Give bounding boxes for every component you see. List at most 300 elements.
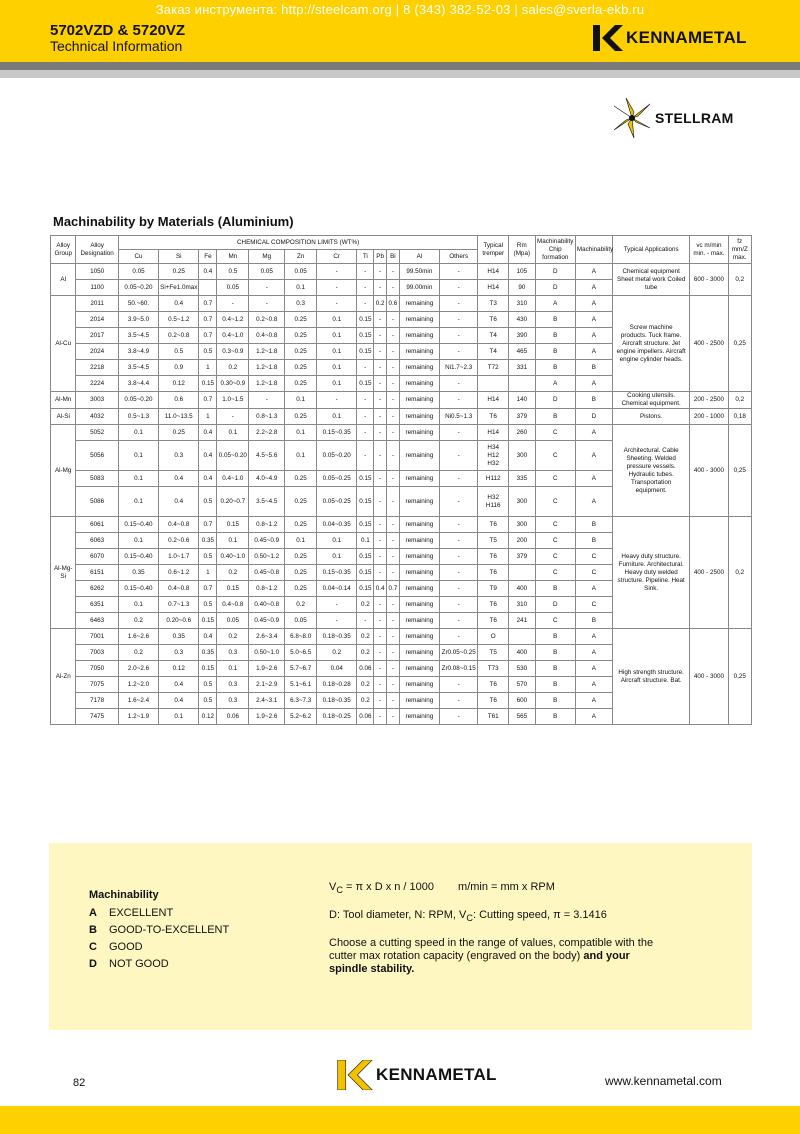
table-cell: 0.15 (357, 376, 374, 392)
table-cell: T3 (478, 296, 509, 312)
th-element: Bi (387, 250, 400, 264)
table-cell: 300 (509, 517, 536, 533)
th-element: Ti (357, 250, 374, 264)
vc-subscript: C (336, 885, 343, 896)
table-cell: 0.2 (317, 645, 357, 661)
table-cell: 0.4~1.0 (217, 471, 249, 487)
table-cell: - (440, 709, 478, 725)
table-cell: 0.05~0.20 (217, 441, 249, 471)
table-cell: 2.0~2.6 (118, 661, 158, 677)
table-cell: - (387, 565, 400, 581)
table-cell: 0.05 (217, 613, 249, 629)
designation-cell: 5056 (76, 441, 118, 471)
fz-cell: 0,25 (728, 425, 752, 517)
table-cell: - (374, 360, 387, 376)
table-cell: 2.2~2.8 (249, 425, 285, 441)
table-cell: - (387, 629, 400, 645)
table-cell: 0.15~0.35 (317, 565, 357, 581)
table-cell: B (575, 392, 612, 409)
alloy-group-cell: Al-Mn (51, 392, 76, 409)
table-cell: 379 (509, 549, 536, 565)
designation-cell: 2011 (76, 296, 118, 312)
table-cell: - (440, 312, 478, 328)
th-rm: Rm (Mpa) (509, 236, 536, 264)
table-cell: 0.3 (285, 296, 317, 312)
table-cell: 0.8~1.3 (249, 409, 285, 425)
table-cell: 1.2~1.8 (249, 360, 285, 376)
desc-subscript: C (466, 913, 473, 924)
table-cell: 0.2 (357, 677, 374, 693)
table-cell: - (317, 264, 357, 280)
table-cell: 0.05~0.20 (118, 280, 158, 296)
page-header (0, 0, 800, 62)
table-cell: remaining (399, 471, 439, 487)
table-cell: 310 (509, 296, 536, 312)
table-cell: D (535, 264, 575, 280)
table-cell: A (575, 328, 612, 344)
table-cell: 50.~60. (118, 296, 158, 312)
table-cell: 0.1 (285, 392, 317, 409)
table-cell: - (374, 264, 387, 280)
cutting-advice (329, 937, 669, 976)
table-cell: 0.4~0.8 (159, 581, 199, 597)
table-cell: remaining (399, 425, 439, 441)
table-cell: B (535, 360, 575, 376)
designation-cell: 7075 (76, 677, 118, 693)
table-cell: B (535, 693, 575, 709)
table-cell: 0.5~1.3 (118, 409, 158, 425)
table-cell: B (535, 661, 575, 677)
designation-cell: 1050 (76, 264, 118, 280)
table-cell: remaining (399, 409, 439, 425)
table-cell: 0.12 (159, 661, 199, 677)
table-cell: 140 (509, 392, 536, 409)
table-cell: 4.5~5.6 (249, 441, 285, 471)
table-cell: remaining (399, 661, 439, 677)
table-cell: - (374, 693, 387, 709)
table-cell: 0.5~1.2 (159, 312, 199, 328)
table-cell: T6 (478, 613, 509, 629)
table-cell: 0.2~0.8 (249, 312, 285, 328)
table-cell: 0.04~0.35 (317, 517, 357, 533)
table-cell: 1.2~1.8 (249, 344, 285, 360)
table-cell: 0.25 (285, 360, 317, 376)
legend-item (89, 907, 229, 919)
th-element: Si (159, 250, 199, 264)
fz-cell: 0,2 (728, 517, 752, 629)
table-cell: B (535, 328, 575, 344)
table-cell: - (374, 312, 387, 328)
table-cell (509, 565, 536, 581)
table-cell: - (440, 344, 478, 360)
table-cell: 4.0~4.9 (249, 471, 285, 487)
table-cell: - (387, 677, 400, 693)
table-cell: B (535, 344, 575, 360)
designation-cell: 7050 (76, 661, 118, 677)
table-cell: - (374, 441, 387, 471)
table-cell: 0.6~1.2 (159, 565, 199, 581)
table-cell: 90 (509, 280, 536, 296)
table-cell: remaining (399, 677, 439, 693)
table-cell: 310 (509, 597, 536, 613)
table-cell: 0.30~0.9 (217, 376, 249, 392)
table-cell: 0.1 (118, 441, 158, 471)
table-cell: 0.6 (159, 392, 199, 409)
table-cell: - (374, 549, 387, 565)
table-cell: - (374, 471, 387, 487)
table-cell: - (357, 280, 374, 296)
table-cell: - (387, 425, 400, 441)
table-cell: 0.04 (317, 661, 357, 677)
table-cell: 400 (509, 581, 536, 597)
table-cell: B (535, 677, 575, 693)
table-cell: 0.1 (317, 533, 357, 549)
legend-title: Machinability (89, 889, 159, 901)
table-cell: B (535, 629, 575, 645)
table-cell: 0.40~0.8 (249, 597, 285, 613)
table-cell: 0.2 (285, 597, 317, 613)
table-cell: - (440, 471, 478, 487)
table-cell: - (217, 296, 249, 312)
alloy-group-cell: Al-Cu (51, 296, 76, 392)
applications-cell: Architectural. Cable Sheeting. Welded pressure vessels. Hydraulic tubes. Transportation equipment. (612, 425, 689, 517)
table-cell: - (374, 629, 387, 645)
legend-letter: A (89, 907, 97, 919)
table-cell: 0.6 (387, 296, 400, 312)
table-row (51, 296, 752, 312)
fz-cell: 0,2 (728, 264, 752, 296)
table-cell: H14 (478, 425, 509, 441)
table-cell: - (249, 392, 285, 409)
table-cell: 0.3~0.9 (217, 344, 249, 360)
designation-cell: 2224 (76, 376, 118, 392)
table-cell: 0.1 (317, 549, 357, 565)
table-cell: Ni1.7~2.3 (440, 360, 478, 376)
th-machinability-chip: Machinability Chip formation (535, 236, 575, 264)
table-row (51, 629, 752, 645)
table-cell: T6 (478, 517, 509, 533)
table-cell: Ni0.5~1.3 (440, 409, 478, 425)
table-cell: 0.1 (159, 709, 199, 725)
table-cell: remaining (399, 645, 439, 661)
desc-part-b: : Cutting speed, π = 3.1416 (472, 909, 607, 922)
table-cell: 0.4 (159, 487, 199, 517)
table-cell: - (374, 661, 387, 677)
table-cell: - (357, 296, 374, 312)
table-cell: T6 (478, 597, 509, 613)
applications-cell: Chemical equipment Sheet metal work Coiled tube (612, 264, 689, 296)
legend-item (89, 958, 229, 970)
vc-units: m/min = mm x RPM (458, 881, 555, 893)
table-cell: remaining (399, 312, 439, 328)
table-cell: - (387, 344, 400, 360)
doc-subtitle: Technical Information (50, 38, 183, 54)
table-cell: A (535, 296, 575, 312)
table-cell: remaining (399, 629, 439, 645)
table-cell: - (387, 661, 400, 677)
table-cell: C (535, 425, 575, 441)
th-typical-apps: Typical Applications (612, 236, 689, 264)
table-cell: T6 (478, 565, 509, 581)
legend-letter: C (89, 941, 97, 953)
table-cell: 0.4~0.8 (217, 597, 249, 613)
table-cell: B (535, 409, 575, 425)
designation-cell: 2014 (76, 312, 118, 328)
cutting-speed-info (329, 881, 669, 976)
table-cell: 0.40~1.0 (217, 549, 249, 565)
table-cell: H14 (478, 280, 509, 296)
table-cell: 3.8~4.9 (118, 344, 158, 360)
table-cell: 0.7 (199, 328, 217, 344)
table-cell: 0.15~0.40 (118, 549, 158, 565)
table-cell: 1.6~2.4 (118, 693, 158, 709)
table-cell: 1.9~2.6 (249, 709, 285, 725)
kennametal-logo (593, 24, 747, 52)
table-cell: - (387, 487, 400, 517)
table-cell: 0.05 (285, 613, 317, 629)
th-element: Al (399, 250, 439, 264)
th-machinability: Machinability (575, 236, 612, 264)
table-cell: 0.45~0.8 (249, 565, 285, 581)
table-cell: 0.15 (199, 661, 217, 677)
table-cell: 5.2~6.2 (285, 709, 317, 725)
table-cell: 11.0~13.5 (159, 409, 199, 425)
table-cell: 0.15 (357, 471, 374, 487)
legend-letter: D (89, 958, 97, 970)
designation-cell: 6463 (76, 613, 118, 629)
info-box (49, 843, 752, 1030)
table-cell: - (357, 264, 374, 280)
table-cell: 0.05 (249, 264, 285, 280)
table-cell: 530 (509, 661, 536, 677)
table-cell: C (575, 597, 612, 613)
table-cell: T5 (478, 645, 509, 661)
table-cell: 0.4~0.8 (249, 328, 285, 344)
designation-cell: 1100 (76, 280, 118, 296)
table-cell: 1.0~1.7 (159, 549, 199, 565)
designation-cell: 5083 (76, 471, 118, 487)
table-cell: 0.5 (199, 597, 217, 613)
table-cell: 0.15 (199, 613, 217, 629)
th-typical-temper: Typical tremper (478, 236, 509, 264)
table-cell: - (387, 409, 400, 425)
table-cell: 1 (199, 565, 217, 581)
table-cell: B (575, 533, 612, 549)
table-cell: remaining (399, 376, 439, 392)
th-element: Others (440, 250, 478, 264)
fz-cell: 0,25 (728, 296, 752, 392)
kennametal-wordmark: KENNAMETAL (376, 1065, 497, 1084)
table-cell: - (440, 328, 478, 344)
table-cell: - (387, 312, 400, 328)
table-cell: 0.4 (374, 581, 387, 597)
table-cell: - (440, 533, 478, 549)
table-cell: 0.1 (285, 441, 317, 471)
table-cell: remaining (399, 360, 439, 376)
table-cell: 0.4 (159, 677, 199, 693)
table-cell: - (357, 392, 374, 409)
table-cell: 0.9 (159, 360, 199, 376)
table-cell: A (575, 629, 612, 645)
table-cell: - (387, 645, 400, 661)
table-cell: 400 (509, 645, 536, 661)
table-cell: - (440, 677, 478, 693)
table-cell: 0.06 (217, 709, 249, 725)
table-cell: 600 (509, 693, 536, 709)
table-cell: remaining (399, 441, 439, 471)
designation-cell: 6351 (76, 597, 118, 613)
table-cell: 0.06 (357, 709, 374, 725)
table-cell: 0.15 (217, 581, 249, 597)
table-cell: A (575, 344, 612, 360)
table-cell: H32 H116 (478, 487, 509, 517)
table-cell: 0.35 (199, 533, 217, 549)
table-cell: 0.2 (357, 645, 374, 661)
designation-cell: 7001 (76, 629, 118, 645)
table-row (51, 425, 752, 441)
header-stripe-dark (0, 62, 800, 70)
table-cell: 0.05 (285, 264, 317, 280)
table-cell: 0.12 (199, 709, 217, 725)
th-element: Cu (118, 250, 158, 264)
table-cell: - (374, 645, 387, 661)
table-cell: H14 (478, 264, 509, 280)
table-cell: C (535, 613, 575, 629)
table-cell: 0.3 (217, 677, 249, 693)
table-cell: 0.5 (199, 677, 217, 693)
table-cell: 0.50~1.2 (249, 549, 285, 565)
table-cell: D (535, 392, 575, 409)
table-cell: - (387, 280, 400, 296)
table-cell: - (440, 264, 478, 280)
table-cell: Zr0.08~0.15 (440, 661, 478, 677)
footer-kennametal-logo (337, 1060, 497, 1090)
alloy-group-cell: Al-Mg (51, 425, 76, 517)
table-cell: 2.6~3.4 (249, 629, 285, 645)
table-cell: 0.15 (357, 328, 374, 344)
machinability-table (50, 235, 752, 725)
table-cell: 0.1 (118, 425, 158, 441)
footer-bar (0, 1106, 800, 1134)
table-cell: 0.4~0.8 (159, 517, 199, 533)
table-cell: 0.4~1.0 (217, 328, 249, 344)
table-cell: 0.18~0.28 (317, 677, 357, 693)
table-cell: 0.15 (199, 376, 217, 392)
table-cell: 0.25 (159, 425, 199, 441)
designation-cell: 4032 (76, 409, 118, 425)
table-cell: 0.25 (285, 487, 317, 517)
stellram-logo (612, 96, 734, 140)
legend-item (89, 924, 229, 936)
designation-cell: 7178 (76, 693, 118, 709)
designation-cell: 5086 (76, 487, 118, 517)
table-cell: 0.7 (387, 581, 400, 597)
designation-cell: 6063 (76, 533, 118, 549)
table-cell: 3.5~4.5 (118, 360, 158, 376)
table-cell: 0.1 (285, 533, 317, 549)
table-cell: 570 (509, 677, 536, 693)
table-cell: 0.4 (159, 471, 199, 487)
legend-item (89, 941, 229, 953)
table-cell: 0.7 (199, 312, 217, 328)
table-cell: 0.25 (285, 344, 317, 360)
table-cell: 0.4 (199, 471, 217, 487)
table-cell: 0.15 (217, 517, 249, 533)
table-cell: 0.25 (285, 581, 317, 597)
table-cell: T72 (478, 360, 509, 376)
table-cell: - (374, 613, 387, 629)
table-cell: remaining (399, 597, 439, 613)
table-cell: 0.15 (357, 517, 374, 533)
table-cell: 0.3 (159, 441, 199, 471)
table-cell: 0.4 (159, 693, 199, 709)
table-cell: 0.1 (217, 425, 249, 441)
table-cell: B (575, 360, 612, 376)
table-cell: Si+Fe1.0max (159, 280, 199, 296)
table-cell: - (317, 280, 357, 296)
table-cell: 3.9~5.0 (118, 312, 158, 328)
table-cell: - (357, 360, 374, 376)
table-cell: - (357, 613, 374, 629)
table-cell: 0.1 (317, 344, 357, 360)
table-cell: - (387, 517, 400, 533)
table-cell: 0.2 (118, 645, 158, 661)
doc-title: 5702VZD & 5720VZ (50, 22, 186, 39)
table-cell: 1 (199, 360, 217, 376)
table-cell: 0.15~0.35 (317, 425, 357, 441)
table-cell: - (387, 549, 400, 565)
table-cell: - (357, 425, 374, 441)
table-cell: H14 (478, 392, 509, 409)
table-cell: - (357, 441, 374, 471)
table-cell: A (575, 487, 612, 517)
table-cell: B (535, 581, 575, 597)
table-cell: T5 (478, 533, 509, 549)
table-cell: - (374, 392, 387, 409)
th-chem-limits: CHEMICAL COMPOSITION LIMITS (WT%) (118, 236, 478, 250)
table-cell: - (440, 280, 478, 296)
table-cell: 0.4 (199, 441, 217, 471)
table-cell: T6 (478, 409, 509, 425)
table-cell: T6 (478, 312, 509, 328)
website-link[interactable]: www.kennametal.com (605, 1074, 722, 1088)
vc-cell: 200 - 1000 (690, 409, 728, 425)
table-cell: - (374, 533, 387, 549)
table-cell: 0.18~0.25 (317, 709, 357, 725)
table-cell: 0.15~0.40 (118, 517, 158, 533)
applications-cell: Pistons. (612, 409, 689, 425)
th-element: Mn (217, 250, 249, 264)
th-fz: fz mm/Z max. (728, 236, 752, 264)
table-cell: - (440, 629, 478, 645)
table-cell: T6 (478, 549, 509, 565)
stellram-wordmark: STELLRAM (655, 110, 734, 126)
table-cell: 0.35 (199, 645, 217, 661)
kennametal-k-icon (593, 25, 623, 51)
table-cell: - (249, 280, 285, 296)
table-cell: 0.1 (118, 533, 158, 549)
applications-cell: Heavy duty structure. Furniture. Architectural. Heavy duty welded structure. Pipeline. Heat Sink. (612, 517, 689, 629)
table-cell: O (478, 629, 509, 645)
table-row (51, 409, 752, 425)
table-cell: 241 (509, 613, 536, 629)
table-cell: 0.5 (199, 344, 217, 360)
table-cell: 0.25 (285, 376, 317, 392)
table-cell: 331 (509, 360, 536, 376)
table-cell: T6 (478, 693, 509, 709)
table-cell: 0.2~0.8 (159, 328, 199, 344)
table-cell: 0.15 (357, 549, 374, 565)
